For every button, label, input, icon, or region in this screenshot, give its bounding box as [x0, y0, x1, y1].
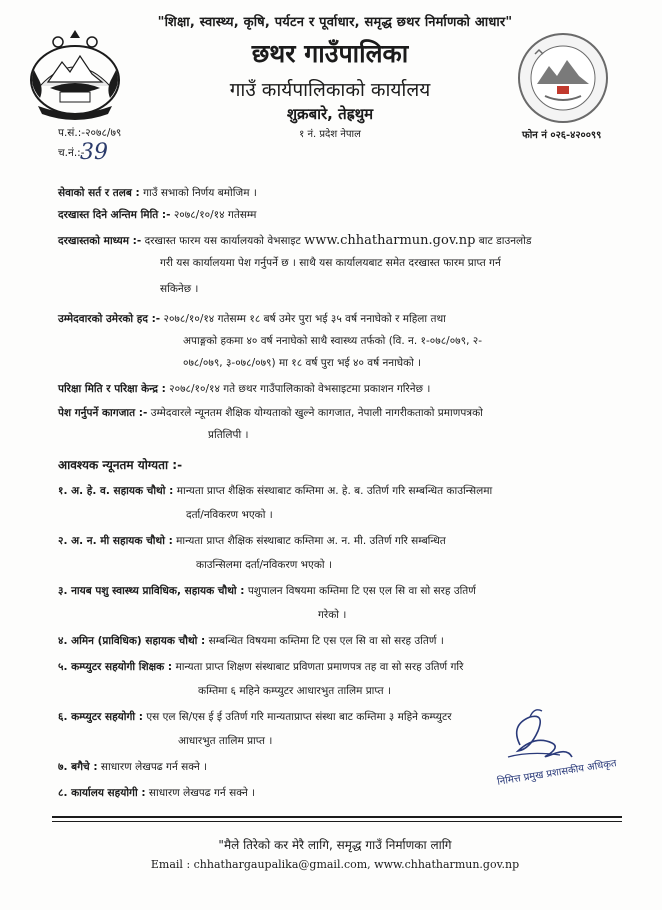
qualification-title: ६. कम्प्युटर सहयोगी : — [58, 711, 143, 723]
medium-line1-post: बाट डाउनलोड — [478, 235, 532, 247]
office-subtitle: गाउँ कार्यपालिकाको कार्यालय — [229, 79, 431, 101]
docs-line1: उम्मेदवारले न्यूनतम शैक्षिक योग्यताको खुल्ने कागजात, नेपाली नागरीकताको प्रमाणपत्रको — [150, 407, 483, 419]
chalani-label: च.नं.:- — [58, 147, 85, 159]
exam-label: परिक्षा मिति र परिक्षा केन्द्र : — [58, 383, 166, 395]
docs-row — [58, 402, 618, 424]
footer-quote: "मैले तिरेको कर मेरै लागि, समृद्ध गाउँ निर्माणका लागि — [218, 838, 452, 852]
qualification-line1: एस एल सि/एस ई ई उतिर्ण गरि मान्यताप्राप्त संस्था बाट कम्तिमा ३ महिने कम्प्युटर — [146, 711, 452, 723]
age-row — [58, 308, 618, 330]
age-line2: अपाङ्गको हकमा ४० वर्ष ननाघेको साथै स्वास्थ्य तर्फको (वि. न. १-०७८/०७९, २- — [183, 335, 483, 347]
signature-title — [490, 754, 650, 794]
qualification-title: ३. नायब पशु स्वास्थ्य प्राविधिक, सहायक चौथो : — [58, 585, 245, 597]
qualification-line1: साधारण लेखपढ गर्न सक्ने । — [148, 787, 256, 799]
service-label: सेवाको सर्त र तलब : — [58, 187, 140, 199]
qualification-item — [58, 630, 618, 652]
deadline-value: २०७८/१०/१४ गतेसम्म — [173, 209, 257, 221]
office-seal-logo — [515, 30, 611, 126]
qualification-item — [58, 656, 618, 678]
qualification-line2: दर्ता/नविकरण भएको । — [186, 509, 273, 521]
exam-row — [58, 378, 618, 400]
qualification-line1: पशुपालन विषयमा कम्तिमा टि एस एल सि वा सो सरह उतिर्ण — [247, 585, 476, 597]
qualification-line1: साधारण लेखपढ गर्न सक्ने । — [100, 761, 208, 773]
medium-row — [58, 230, 618, 252]
qualification-line2: कम्तिमा ६ महिने कम्प्युटर आधारभुत तालिम प्राप्त । — [198, 685, 391, 697]
age-line3: ०७८/०७९, ३-०७८/०७९) मा १८ वर्ष पुरा भई ४० वर्ष ननाघेको । — [183, 357, 422, 369]
medium-line3: सकिनेछ । — [160, 283, 199, 295]
qualification-title: ५. कम्प्युटर सहयोगी शिक्षक : — [58, 661, 173, 673]
footer-divider-thin — [52, 821, 622, 822]
qualification-line2: काउन्सिलमा दर्ता/नविकरण भएको । — [196, 559, 332, 571]
qualification-title: ७. बगैचे : — [58, 761, 98, 773]
signature-title-text: निमित्त प्रमुख प्रशासकीय अधिकृत — [496, 758, 618, 788]
qualification-line1: मान्यता प्राप्त शैक्षिक संस्थाबाट कम्तिमा अ. न. मी. उतिर्ण गरि सम्बन्धित — [176, 535, 446, 547]
deadline-label: दरखास्त दिने अन्तिम मिति :- — [58, 209, 171, 221]
qualification-line1: मान्यता प्राप्त शैक्षिक संस्थाबाट कम्तिमा अ. हे. ब. उतिर्ण गरि सम्बन्धित काउन्सिलमा — [176, 485, 493, 497]
deadline-row — [58, 204, 618, 226]
qualification-item — [58, 580, 618, 602]
medium-url: www.chhatharmun.gov.np — [304, 233, 476, 248]
service-value: गाउँ सभाको निर्णय बमोजिम । — [143, 187, 257, 199]
qualification-title: १. अ. हे. व. सहायक चौथो : — [58, 485, 174, 497]
header-motto: "शिक्षा, स्वास्थ्य, कृषि, पर्यटन र पूर्वाधार, समृद्ध छथर निर्माणको आधार" — [157, 15, 513, 30]
nepal-emblem-logo — [20, 28, 130, 120]
docs-label: पेश गर्नुपर्ने कागजात :- — [58, 407, 148, 419]
medium-line1-pre: दरखास्त फारम यस कार्यालयको वेभसाइट — [144, 235, 301, 247]
footer-divider — [52, 816, 622, 818]
office-title: छथर गाउँपालिका — [251, 39, 409, 68]
exam-value: २०७८/१०/१४ गते छथर गाउँपालिकाको वेभसाइटमा प्रकाशन गरिनेछ । — [169, 383, 431, 395]
age-line1: २०७८/१०/१४ गतेसम्म १८ बर्ष उमेर पुरा भई ३५ वर्ष ननाघेको र महिला तथा — [163, 313, 446, 325]
service-row — [58, 182, 618, 204]
qualification-line2: आधारभुत तालिम प्राप्त । — [178, 735, 273, 747]
qualification-item — [58, 480, 618, 502]
qualification-item — [58, 530, 618, 552]
qualification-title: ४. अमिन (प्राविधिक) सहायक चौथो : — [58, 635, 206, 647]
qualification-line1: मान्यता प्राप्त शिक्षण संस्थाबाट प्रविणता प्रमाणपत्र तह वा सो सरह उतिर्ण गरि — [175, 661, 464, 673]
phone-number: फोन नं ०२६-४२००९९ — [522, 130, 602, 141]
qualification-title: २. अ. न. मी सहायक चौथो : — [58, 535, 173, 547]
qualification-line1: सम्बन्धित विषयमा कम्तिमा टि एस एल सि वा सो सरह उतिर्ण । — [208, 635, 444, 647]
medium-label: दरखास्तको माध्यम :- — [58, 235, 142, 247]
age-label: उम्मेदवारको उमेरको हद :- — [58, 313, 161, 325]
office-place: शुक्रबारे, तेह्रथुम — [286, 105, 374, 123]
docs-line2: प्रतिलिपी । — [208, 429, 249, 441]
office-province: १ नं. प्रदेश नेपाल — [299, 129, 361, 140]
medium-line2: गरी यस कार्यालयमा पेश गर्नुपर्ने छ । साथै यस कार्यालयबाट समेत दरखास्त फारम प्राप्त गर्न — [160, 257, 501, 269]
qualification-line2: गरेको । — [318, 609, 347, 621]
footer-contact: Email : chhathargaupalika@gmail.com, www.chhatharmun.gov.np — [150, 858, 520, 871]
qualification-title: ८. कार्यालय सहयोगी : — [58, 787, 146, 799]
chalani-handwritten-number: 39 — [80, 140, 108, 165]
qualification-heading: आवश्यक न्यूनतम योग्यता :- — [58, 458, 183, 472]
reference-number: प.सं.:-२०७८/७९ — [58, 127, 122, 139]
